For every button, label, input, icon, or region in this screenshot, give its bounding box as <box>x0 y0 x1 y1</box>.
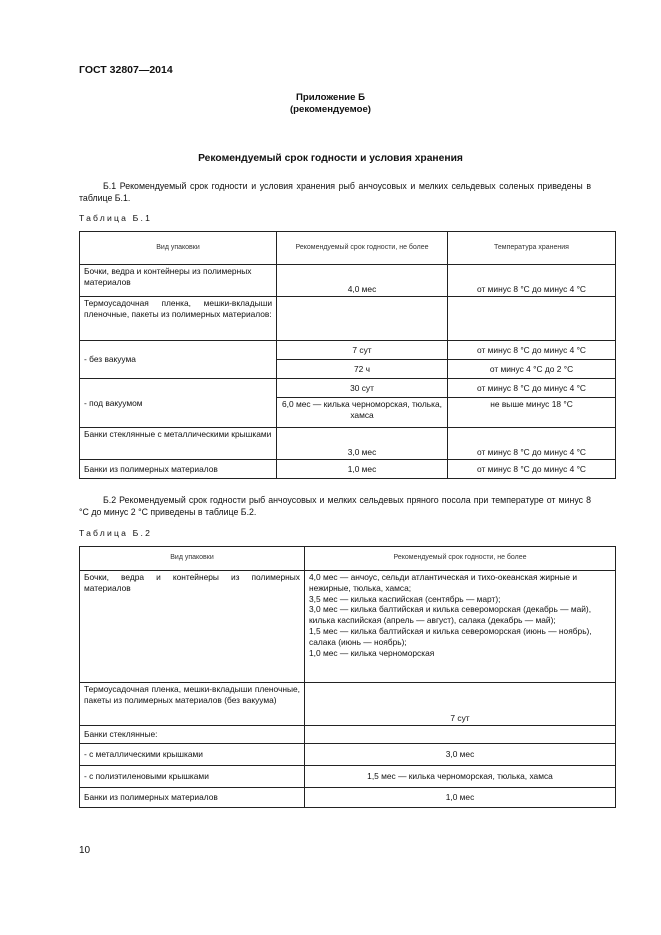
temperature-cell: от минус 8 °С до минус 4 °С <box>448 265 616 297</box>
table-row <box>80 766 616 788</box>
temperature-cell: от минус 4 °С до 2 °С <box>448 360 616 379</box>
table-row <box>80 788 616 808</box>
packaging-cell: Банки стеклянные с металлическими крышками <box>80 428 277 460</box>
appendix-status: (рекомендуемое) <box>289 104 371 115</box>
packaging-cell: Бочки, ведра и контейнеры из полимерных материалов <box>80 265 277 297</box>
term-cell: 3,0 мес <box>305 744 616 766</box>
temperature-cell: от минус 8 °С до минус 4 °С <box>448 341 616 360</box>
table-header-row <box>80 232 616 265</box>
term-line: 3,5 мес — килька каспийская (сентябрь — март); <box>309 593 501 604</box>
term-list-cell <box>305 571 616 683</box>
table-b2 <box>79 546 616 808</box>
header-cell: Рекомендуемый срок годности, не более <box>305 547 616 571</box>
packaging-cell: - с металлическими крышками <box>80 744 305 766</box>
table-row <box>80 744 616 766</box>
term-cell: 1,0 мес <box>305 788 616 808</box>
packaging-cell: - под вакуумом <box>80 379 277 428</box>
term-cell <box>305 726 616 744</box>
term-cell: 30 сут <box>277 379 448 398</box>
table-row <box>80 726 616 744</box>
paragraph-b2: Б.2 Рекомендуемый срок годности рыб анчоусовых и мелких сельдевых пряного посола при температуре от минус 8 °С до минус 2 °С приведены в таблице Б.2. <box>79 495 591 518</box>
temperature-cell: от минус 8 °С до минус 4 °С <box>448 379 616 398</box>
term-line: 4,0 мес — анчоус, сельди атлантическая и тихо-океанская жирные и нежирные, тюлька, хамса; <box>309 572 578 593</box>
table-row <box>80 428 616 460</box>
header-cell: Рекомендуемый срок годности, не более <box>277 232 448 265</box>
temperature-cell: не выше минус 18 °С <box>448 398 616 428</box>
document-code: ГОСТ 32807—2014 <box>79 64 173 76</box>
term-cell: 72 ч <box>277 360 448 379</box>
term-cell: 4,0 мес <box>277 265 448 297</box>
paragraph-b1: Б.1 Рекомендуемый срок годности и условия хранения рыб анчоусовых и мелких сельдевых соленых приведены в таблице Б.1. <box>79 181 591 204</box>
table-row <box>80 297 616 341</box>
table-row <box>80 460 616 479</box>
term-cell: 6,0 мес — килька черноморская, тюлька, хамса <box>277 398 448 428</box>
appendix-title: Приложение Б <box>296 92 365 103</box>
packaging-cell: Банки из полимерных материалов <box>80 460 277 479</box>
term-cell: 3,0 мес <box>277 428 448 460</box>
packaging-cell: Банки из полимерных материалов <box>80 788 305 808</box>
table-row <box>80 683 616 726</box>
packaging-cell: Банки стеклянные: <box>80 726 305 744</box>
term-cell: 7 сут <box>277 341 448 360</box>
term-cell: 1,5 мес — килька черноморская, тюлька, хамса <box>305 766 616 788</box>
temperature-cell: от минус 8 °С до минус 4 °С <box>448 460 616 479</box>
temperature-cell: от минус 8 °С до минус 4 °С <box>448 428 616 460</box>
packaging-cell: Бочки, ведра и контейнеры из полимерных материалов <box>80 571 305 683</box>
table-row <box>80 265 616 297</box>
packaging-cell: Термоусадочная пленка, мешки-вкладыши пленочные, пакеты из полимерных материалов: <box>80 297 277 341</box>
table-row <box>80 341 616 360</box>
table-row <box>80 379 616 398</box>
packaging-cell: - без вакуума <box>80 341 277 379</box>
table-row <box>80 571 616 683</box>
section-title: Рекомендуемый срок годности и условия хранения <box>198 153 463 164</box>
table-b1 <box>79 231 616 479</box>
term-line: 1,5 мес — килька балтийская и килька североморская (июнь — ноябрь), салака (июнь — ноябрь); <box>309 625 592 647</box>
term-line: 3,0 мес — килька балтийская и килька североморская (декабрь — май), килька каспийская (апрель — август), салака (декабрь — май); <box>309 604 592 626</box>
table-b2-caption: Таблица Б.2 <box>79 528 153 538</box>
term-line: 1,0 мес — килька черноморская <box>309 647 435 658</box>
table-b1-caption: Таблица Б.1 <box>79 213 153 223</box>
packaging-cell: Термоусадочная пленка, мешки-вкладыши пленочные, пакеты из полимерных материалов (без вакуума) <box>80 683 305 726</box>
table-header-row <box>80 547 616 571</box>
term-cell: 7 сут <box>305 683 616 726</box>
header-cell: Вид упаковки <box>80 547 305 571</box>
header-cell: Температура хранения <box>448 232 616 265</box>
term-cell <box>277 297 448 341</box>
page-number: 10 <box>79 845 91 856</box>
temperature-cell <box>448 297 616 341</box>
header-cell: Вид упаковки <box>80 232 277 265</box>
packaging-cell: - с полиэтиленовыми крышками <box>80 766 305 788</box>
term-cell: 1,0 мес <box>277 460 448 479</box>
